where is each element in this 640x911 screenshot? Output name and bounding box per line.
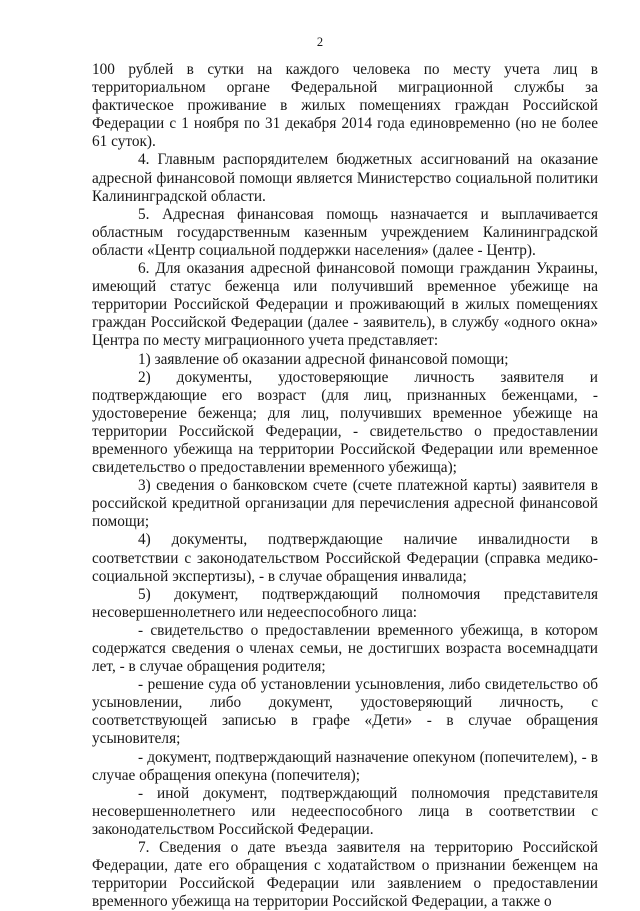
list-item-3: 3) сведения о банковском счете (счете платежной карты) заявителя в российской кредитной организации для перечисления адресной финансовой помощи; (92, 477, 598, 531)
dash-item-4: - иной документ, подтверждающий полномочия представителя несовершеннолетнего или недееспособного лица в соответствии с законодательством Российской Федерации. (92, 784, 598, 838)
paragraph-continuation: 100 рублей в сутки на каждого человека по месту учета лиц в территориальном органе Федеральной миграционной службы за фактическое проживание в жилых помещениях граждан Российской Федерации с 1 ноября по 31 декабря 2014 года единовременно (но не более 61 суток). (92, 61, 598, 151)
page-number: 2 (316, 35, 324, 49)
list-item-2: 2) документы, удостоверяющие личность заявителя и подтверждающие его возраст (для лиц, признанных беженцами, - удостоверение беженца; для лиц, получивших временное убежище на территории Российской Федерации, - свидетельство о предоставлении временного убежища на территории Российской Федерации или временное свидетельство о предоставлении временного убежища); (92, 368, 598, 477)
paragraph-6: 6. Для оказания адресной финансовой помощи гражданин Украины, имеющий статус беженца или получивший временное убежище на территории Российской Федерации и проживающий в жилых помещениях граждан Российской Федерации (далее - заявитель), в службу «одного окна» Центра по месту миграционного учета представляет: (92, 260, 598, 350)
dash-item-2: - решение суда об установлении усыновления, либо свидетельство об усыновлении, либо документ, удостоверяющий личность, с соответствующей записью в графе «Дети» - в случае обращения усыновителя; (92, 676, 598, 748)
paragraph-5: 5. Адресная финансовая помощь назначается и выплачивается областным государственным казенным учреждением Калининградской области «Центр социальной поддержки населения» (далее - Центр). (92, 205, 598, 259)
list-item-1: 1) заявление об оказании адресной финансовой помощи; (138, 350, 509, 368)
document-body (92, 61, 598, 911)
dash-item-3: - документ, подтверждающий назначение опекуном (попечителем), - в случае обращения опекуна (попечителя); (92, 748, 598, 784)
list-item-4: 4) документы, подтверждающие наличие инвалидности в соответствии с законодательством Российской Федерации (справка медико-социальной экспертизы), - в случае обращения инвалида; (92, 531, 598, 585)
paragraph-4: 4. Главным распорядителем бюджетных ассигнований на оказание адресной финансовой помощи является Министерство социальной политики Калининградской области. (92, 151, 598, 205)
paragraph-7: 7. Сведения о дате въезда заявителя на территорию Российской Федерации, дате его обращения с ходатайством о признании беженцем на территории Российской Федерации или заявлением о предоставлении временного убежища на территории Российской Федерации, а также о (92, 839, 598, 911)
list-item-5: 5) документ, подтверждающий полномочия представителя несовершеннолетнего или недееспособного лица: (92, 585, 598, 621)
dash-item-1: - свидетельство о предоставлении временного убежища, в котором содержатся сведения о членах семьи, не достигших возраста восемнадцати лет, - в случае обращения родителя; (92, 621, 598, 676)
